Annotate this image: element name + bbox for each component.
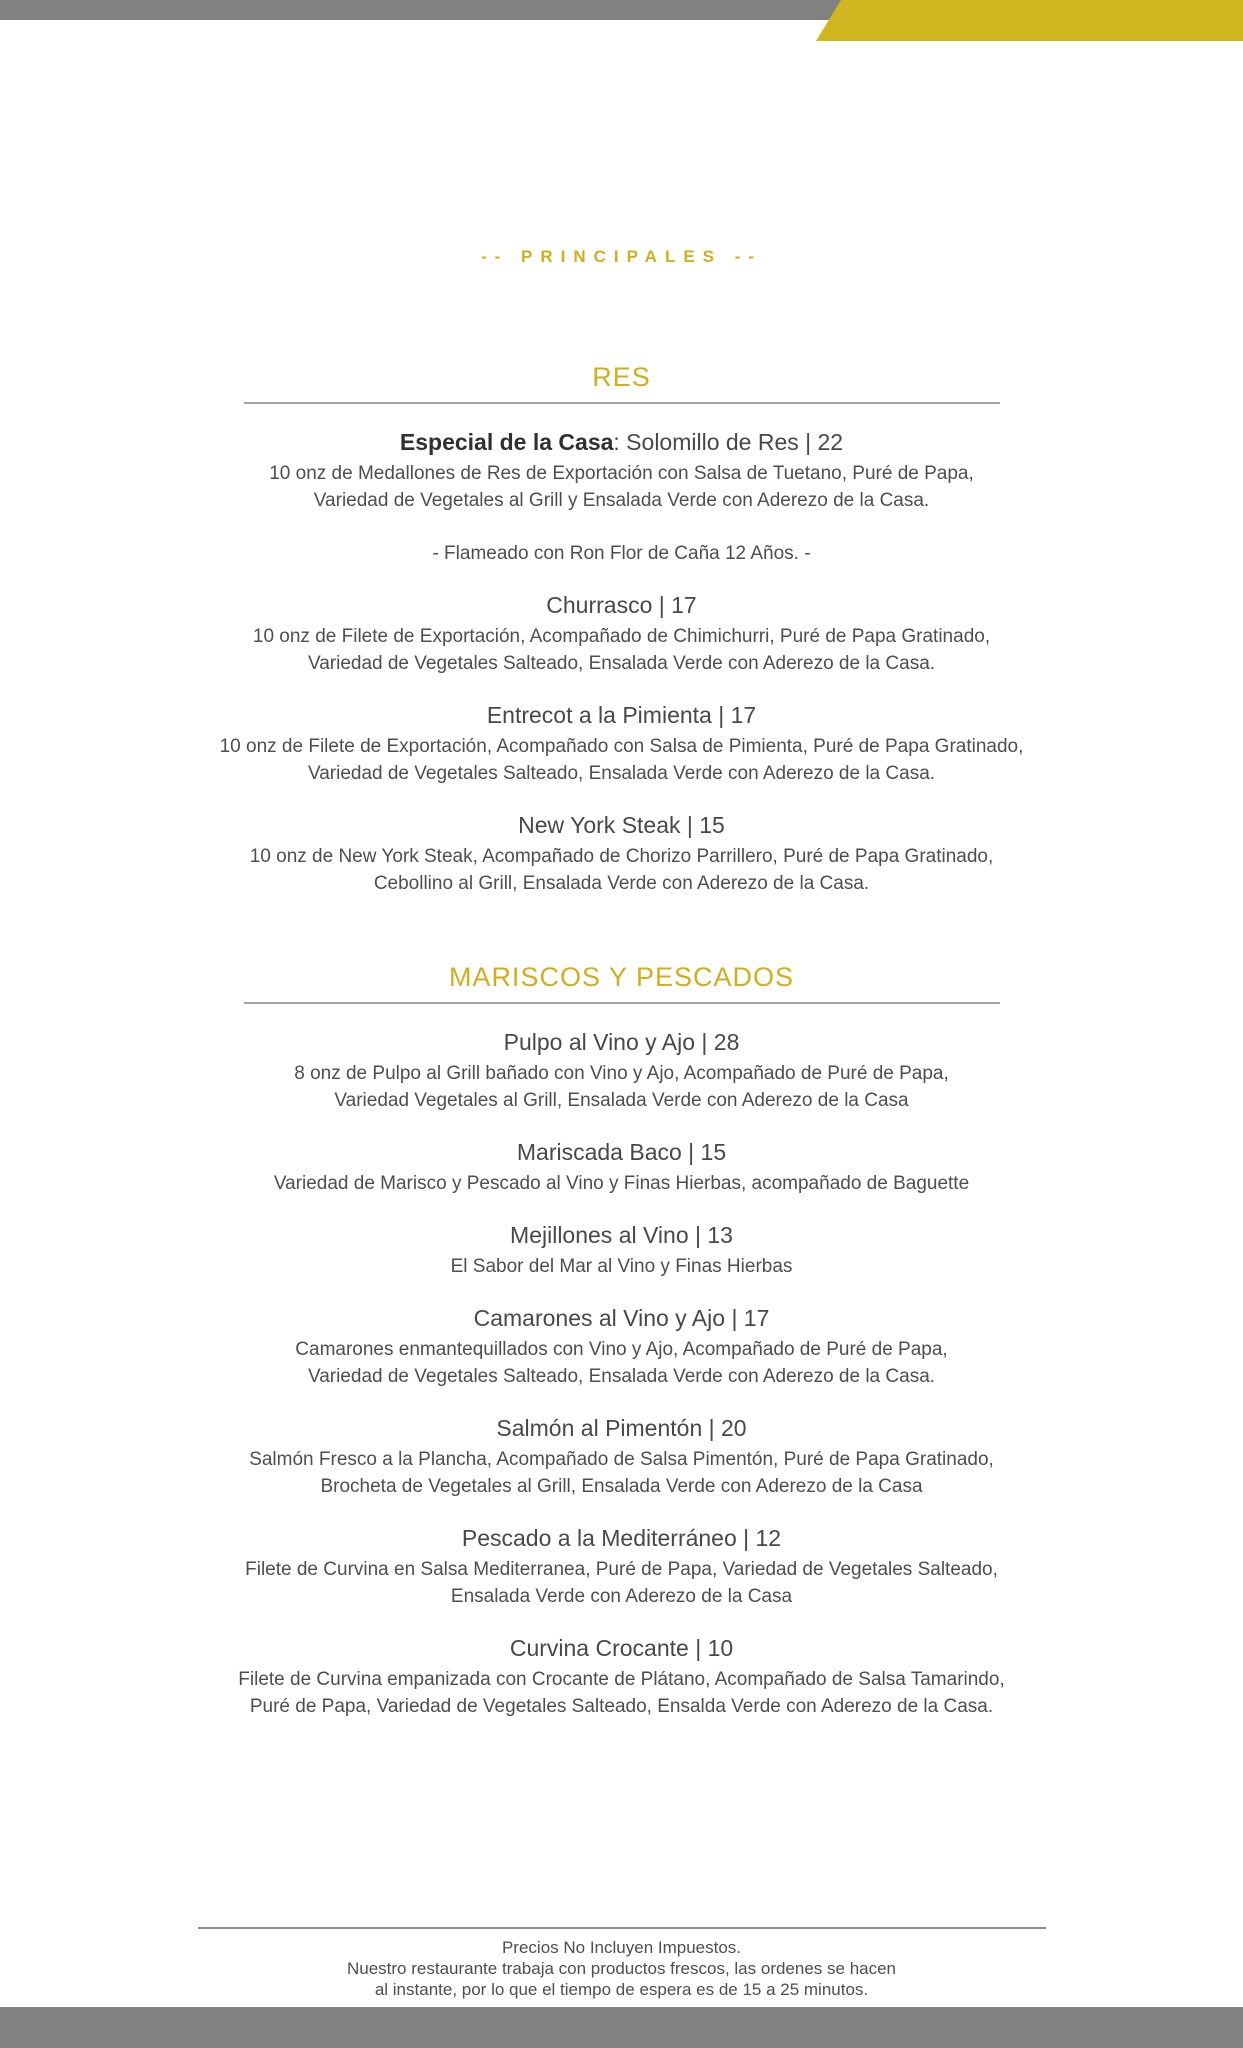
menu-item-camarones bbox=[0, 1304, 1243, 1390]
bottom-gray-bar bbox=[0, 2007, 1243, 2048]
menu-item-description-line: Cebollino al Grill, Ensalada Verde con Aderezo de la Casa. bbox=[373, 873, 870, 894]
top-gold-ribbon bbox=[816, 0, 1243, 41]
menu-item-description-line: Variedad Vegetales al Grill, Ensalada Verde con Aderezo de la Casa bbox=[334, 1090, 909, 1111]
section-res bbox=[0, 361, 1243, 897]
menu-item-especial-de-la-casa bbox=[0, 428, 1243, 567]
menu-item-description-line: Variedad de Vegetales Salteado, Ensalada Verde con Aderezo de la Casa. bbox=[307, 763, 936, 784]
footer-disclaimer-line: Precios No Incluyen Impuestos. bbox=[501, 1938, 742, 1957]
menu-item-description-line: Puré de Papa, Variedad de Vegetales Salteado, Ensalda Verde con Aderezo de la Casa. bbox=[249, 1696, 994, 1717]
menu-item-title: Pulpo al Vino y Ajo | 28 bbox=[503, 1029, 740, 1055]
menu-item-description-line: 10 onz de New York Steak, Acompañado de Chorizo Parrillero, Puré de Papa Gratinado, bbox=[249, 846, 994, 867]
menu-item-pulpo bbox=[0, 1028, 1243, 1114]
menu-item-title-bold: Especial de la Casa bbox=[399, 429, 614, 455]
menu-item-title: Pescado a la Mediterráneo | 12 bbox=[461, 1525, 782, 1551]
section-divider bbox=[244, 1002, 1000, 1004]
menu-category-label: -- PRINCIPALES -- bbox=[480, 247, 763, 266]
menu-item-title-rest: : Solomillo de Res | 22 bbox=[613, 429, 844, 455]
menu-item-description-line: Camarones enmantequillados con Vino y Ajo, Acompañado de Puré de Papa, bbox=[295, 1339, 948, 1360]
menu-item-description-line: Salmón Fresco a la Plancha, Acompañado de Salsa Pimentón, Puré de Papa Gratinado, bbox=[249, 1449, 994, 1470]
menu-item-mariscada bbox=[0, 1138, 1243, 1197]
menu-item-curvina-crocante bbox=[0, 1634, 1243, 1720]
menu-item-new-york-steak bbox=[0, 811, 1243, 897]
menu-item-description-line: 10 onz de Medallones de Res de Exportación con Salsa de Tuetano, Puré de Papa, bbox=[269, 463, 974, 484]
menu-item-title bbox=[0, 428, 1243, 456]
menu-item-salmon bbox=[0, 1414, 1243, 1500]
menu-item-title: Churrasco | 17 bbox=[546, 592, 697, 618]
menu-item-description-line: 10 onz de Filete de Exportación, Acompañado de Chimichurri, Puré de Papa Gratinado, bbox=[252, 626, 991, 647]
section-divider bbox=[244, 402, 1000, 404]
menu-item-entrecot bbox=[0, 701, 1243, 787]
footer-divider bbox=[198, 1927, 1046, 1929]
menu-item-description-line: Ensalada Verde con Aderezo de la Casa bbox=[450, 1586, 793, 1607]
footer-disclaimer bbox=[0, 1937, 1243, 2000]
menu-item-title: New York Steak | 15 bbox=[518, 812, 725, 838]
footer bbox=[0, 1927, 1243, 2000]
menu-item-note: - Flameado con Ron Flor de Caña 12 Años. - bbox=[432, 543, 811, 564]
menu-item-description-line: 8 onz de Pulpo al Grill bañado con Vino y Ajo, Acompañado de Puré de Papa, bbox=[294, 1063, 949, 1084]
menu-item-title: Salmón al Pimentón | 20 bbox=[496, 1415, 747, 1441]
menu-item-title: Entrecot a la Pimienta | 17 bbox=[486, 702, 757, 728]
footer-disclaimer-line: al instante, por lo que el tiempo de espera es de 15 a 25 minutos. bbox=[374, 1980, 869, 1999]
menu-item-pescado-mediterraneo bbox=[0, 1524, 1243, 1610]
menu-item-description-line: Variedad de Vegetales Salteado, Ensalada Verde con Aderezo de la Casa. bbox=[307, 653, 936, 674]
menu-item-description-line: Filete de Curvina empanizada con Crocante de Plátano, Acompañado de Salsa Tamarindo, bbox=[238, 1669, 1005, 1690]
menu-item-churrasco bbox=[0, 591, 1243, 677]
menu-item-description-line: Filete de Curvina en Salsa Mediterranea, Puré de Papa, Variedad de Vegetales Salteado, bbox=[245, 1559, 998, 1580]
menu-item-description-line: Variedad de Vegetales Salteado, Ensalada Verde con Aderezo de la Casa. bbox=[307, 1366, 936, 1387]
section-mariscos-y-pescados bbox=[0, 961, 1243, 1720]
menu-item-description-line: Brocheta de Vegetales al Grill, Ensalada Verde con Aderezo de la Casa bbox=[320, 1476, 923, 1497]
menu-item-description-line: 10 onz de Filete de Exportación, Acompañado con Salsa de Pimienta, Puré de Papa Gratinado, bbox=[219, 736, 1024, 757]
menu-item-description-line: Variedad de Vegetales al Grill y Ensalada Verde con Aderezo de la Casa. bbox=[313, 490, 930, 511]
menu-item-description-line: El Sabor del Mar al Vino y Finas Hierbas bbox=[450, 1256, 793, 1277]
menu-item-title: Mariscada Baco | 15 bbox=[516, 1139, 727, 1165]
menu-item-title: Camarones al Vino y Ajo | 17 bbox=[473, 1305, 770, 1331]
menu-item-title: Curvina Crocante | 10 bbox=[509, 1635, 734, 1661]
section-title-res: RES bbox=[592, 362, 651, 392]
section-title-mariscos: MARISCOS Y PESCADOS bbox=[448, 962, 795, 992]
menu-item-title: Mejillones al Vino | 13 bbox=[510, 1222, 733, 1248]
menu-item-description-line: Variedad de Marisco y Pescado al Vino y Finas Hierbas, acompañado de Baguette bbox=[273, 1173, 970, 1194]
footer-disclaimer-line: Nuestro restaurante trabaja con productos frescos, las ordenes se hacen bbox=[346, 1959, 897, 1978]
menu-item-mejillones bbox=[0, 1221, 1243, 1280]
